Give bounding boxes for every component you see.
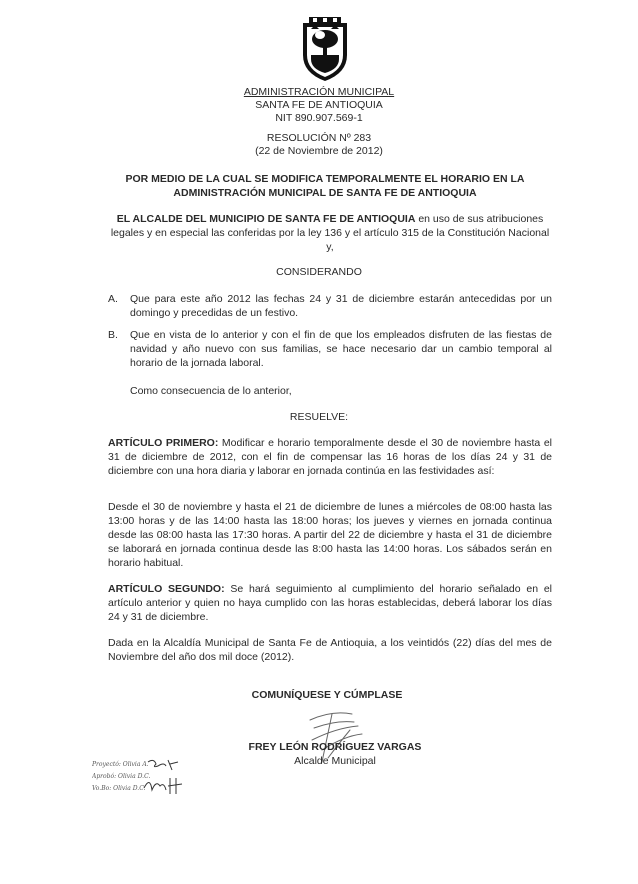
- review-initials: [92, 756, 212, 820]
- considerando-heading: CONSIDERANDO: [276, 266, 362, 278]
- consequence-text: Como consecuencia de lo anterior,: [130, 385, 292, 397]
- municipal-header: [0, 86, 638, 125]
- schedule-text: Desde el 30 de noviembre y hasta el 21 de diciembre de lunes a miércoles de 08:00 hasta las 13:00 horas y de las 14:00 hasta las 18:00 horas; los jueves y viernes en jornada continua desde las 08:00 hasta las 17:30 horas. A partir del 22 de diciembre y hasta el 31 de diciembre se laborará en jornada continua desde las 8:00 hasta las 14:00 horas. Los sábados serán en horario habitual.: [108, 501, 552, 569]
- preamble-authority: EL ALCALDE DEL MUNICIPIO DE SANTA FE DE ANTIOQUIA: [116, 213, 416, 225]
- header-administration: ADMINISTRACIÓN MUNICIPAL: [243, 86, 395, 98]
- article-one-label: ARTÍCULO PRIMERO:: [108, 437, 219, 449]
- article-two: [108, 582, 552, 624]
- article-two-text: Se hará seguimiento al cumplimiento del horario señalado en el artículo anterior y quien no haya cumplido con las horas establecidas, deberá laborar los días 24 y 31 de diciembre.: [108, 583, 552, 623]
- signer-title: Alcalde Municipal: [294, 755, 376, 767]
- given-text: Dada en la Alcaldía Municipal de Santa Fe de Antioquia, a los veintidós (22) días del mes de Noviembre del año dos mil doce (2012).: [108, 637, 552, 663]
- resolution-number: RESOLUCIÓN Nº 283: [266, 132, 372, 144]
- resuelve-heading: RESUELVE:: [289, 411, 349, 423]
- municipal-seal: [297, 15, 353, 83]
- article-two-label: ARTÍCULO SEGUNDO:: [108, 583, 225, 595]
- preamble: [108, 212, 552, 254]
- item-b-text: Que en vista de lo anterior y con el fin de que los empleados disfruten de las fiestas de navidad y año nuevo con sus familias, se hace necesario dar un cambio temporal al horario de la jornada laboral.: [130, 329, 552, 369]
- item-b-letter: B.: [108, 329, 118, 341]
- article-one-text: Modificar e horario temporalmente desde el 30 de noviembre hasta el 31 de diciembre de 2012, con el fin de compensar las 16 horas de los días 24 y 31 de diciembre con una hora diaria y laborar en jornada continúa en las festividades así:: [108, 437, 552, 477]
- signer-name: FREY LEÓN RODRÍGUEZ VARGAS: [248, 741, 422, 753]
- article-one: [108, 436, 552, 478]
- header-municipality: SANTA FE DE ANTIOQUIA: [255, 99, 383, 111]
- resolution-date: (22 de Noviembre de 2012): [255, 145, 383, 157]
- closing-formula: COMUNÍQUESE Y CÚMPLASE: [251, 689, 403, 701]
- resolution-title: POR MEDIO DE LA CUAL SE MODIFICA TEMPORALMENTE EL HORARIO EN LA ADMINISTRACIÓN MUNICIPAL DE SANTA FE DE ANTIOQUIA: [125, 173, 525, 199]
- initials-line-3: Vo.Bo: Olivia D.C.: [92, 785, 146, 792]
- initials-line-2: Aprobó: Olivia D.C.: [92, 773, 151, 780]
- preamble-text: en uso de sus atribuciones legales y en especial las conferidas por la ley 136 y el artículo 315 de la Constitución Nacional y,: [110, 213, 550, 253]
- item-a-letter: A.: [108, 293, 118, 305]
- resolution-block: [0, 132, 638, 158]
- item-a-text: Que para este año 2012 las fechas 24 y 31 de diciembre estarán antecedidas por un domingo y precedidas de un festivo.: [130, 293, 552, 319]
- header-nit: NIT 890.907.569-1: [275, 112, 363, 124]
- initials-line-1: Proyectó: Olivia A.: [92, 761, 149, 768]
